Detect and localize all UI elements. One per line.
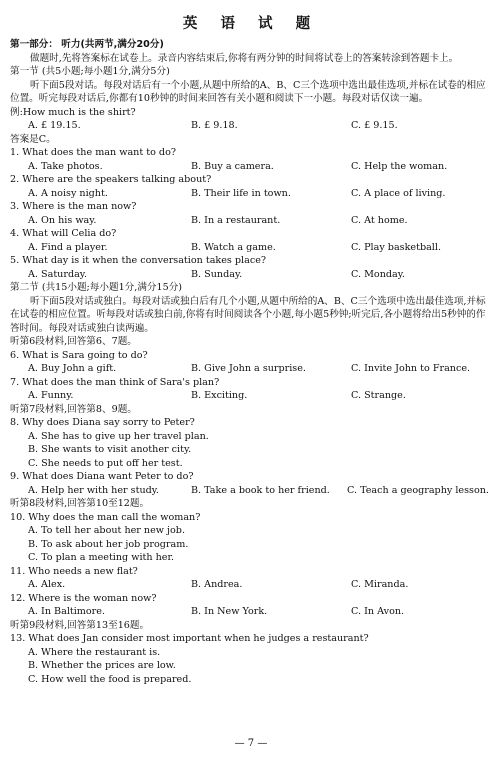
section1-heading: 第一节 (共5小题;每小题1分,满分5分) (10, 66, 170, 77)
page-number: — 7 — (234, 738, 268, 749)
option-a: A. Help her with her study. (28, 484, 159, 496)
question-text: 2. Where are the speakers talking about? (10, 174, 212, 185)
option-c: C. Miranda. (351, 579, 409, 590)
page-title: 英 语 试 题 (182, 16, 320, 32)
option-c: C. Help the woman. (351, 160, 448, 172)
question-options (10, 214, 494, 228)
part1-intro: 做题时,先将答案标在试卷上。录音内容结束后,你将有两分钟的时间将试卷上的答案转涂到答题卡上。 (30, 52, 459, 64)
section1-instructions: 听下面5段对话。每段对话后有一个小题,从题中所给的A、B、C三个选项中选出最佳选项,并标在试卷的相应位置。听完每段对话后,你都有10秒钟的时间来回答有关小题和阅读下一小题。每段对话仅读一遍。 (10, 79, 486, 104)
question-options (10, 187, 494, 201)
option-c: C. She needs to put off her test. (28, 457, 183, 469)
option-c: C. Invite John to France. (351, 363, 471, 374)
question-options (10, 241, 494, 255)
option-a: A. To tell her about her new job. (28, 525, 185, 536)
example-answer: 答案是C。 (10, 133, 56, 145)
question-options (10, 578, 494, 592)
option-b: B. Sunday. (191, 268, 243, 280)
option-c: C. How well the food is prepared. (28, 673, 192, 685)
option-b: B. Buy a camera. (191, 160, 274, 172)
material-intro: 听第7段材料,回答第8、9题。 (10, 403, 137, 415)
question-text: 11. Who needs a new flat? (10, 565, 138, 577)
option-c: C. Teach a geography lesson. (347, 484, 489, 496)
question-text: 8. Why does Diana say sorry to Peter? (10, 417, 195, 428)
option-b: B. She wants to visit another city. (28, 444, 192, 455)
option-a: A. £ 19.15. (28, 120, 81, 131)
question-text: 9. What does Diana want Peter to do? (10, 471, 194, 482)
option-a: A. Buy John a gift. (28, 363, 117, 374)
question-options (10, 362, 494, 376)
option-c: C. £ 9.15. (351, 120, 398, 131)
option-b: B. Exciting. (191, 390, 248, 401)
question-options (10, 389, 494, 403)
option-c: C. Monday. (351, 268, 405, 280)
option-b: B. Whether the prices are low. (28, 660, 176, 671)
question-text: 10. Why does the man call the woman? (10, 511, 201, 523)
section2-instructions: 听下面5段对话或独白。每段对话或独白后有几个小题,从题中所给的A、B、C三个选项中选出最佳选项,并标在试卷的相应位置。听每段对话或独白前,你将有时间阅读各个小题,每小题5秒钟;听完后,各小题将给出5秒钟的作答时间。每段对话或独白读两遍。 (10, 295, 486, 334)
exam-body (10, 38, 494, 686)
option-a: A. On his way. (28, 214, 97, 226)
option-b: B. To ask about her job program. (28, 538, 189, 550)
question-text: 3. Where is the man now? (10, 201, 137, 212)
example-question: 例:How much is the shirt? (10, 106, 136, 118)
option-b: B. In New York. (191, 606, 268, 617)
option-c: C. In Avon. (351, 606, 405, 617)
question-text: 6. What is Sara going to do? (10, 349, 148, 361)
section2-heading: 第二节 (共15小题;每小题1分,满分15分) (10, 282, 183, 293)
question-text: 12. Where is the woman now? (10, 592, 157, 604)
option-c: C. Strange. (351, 390, 406, 401)
option-c: C. Play basketball. (351, 241, 441, 253)
option-b: B. Give John a surprise. (191, 363, 306, 374)
option-c: C. A place of living. (351, 187, 446, 199)
option-a: A. Funny. (28, 390, 74, 401)
question-text: 13. What does Jan consider most important when he judges a restaurant? (10, 633, 369, 644)
option-b: B. £ 9.18. (191, 120, 238, 131)
option-a: A. She has to give up her travel plan. (28, 430, 209, 442)
option-a: A. In Baltimore. (28, 606, 105, 617)
option-b: B. Watch a game. (191, 241, 276, 253)
question-text: 7. What does the man think of Sara's plan? (10, 376, 220, 388)
option-a: A. Take photos. (28, 160, 103, 172)
question-text: 5. What day is it when the conversation takes place? (10, 255, 267, 266)
material-intro: 听第9段材料,回答第13至16题。 (10, 619, 150, 631)
option-a: A. A noisy night. (28, 187, 108, 199)
option-c: C. To plan a meeting with her. (28, 552, 175, 563)
material-intro: 听第6段材料,回答第6、7题。 (10, 336, 137, 347)
option-a: A. Find a player. (28, 241, 108, 253)
part1-heading: 第一部分： 听力(共两节,满分20分) (10, 39, 164, 50)
option-b: B. In a restaurant. (191, 214, 281, 226)
option-b: B. Andrea. (191, 579, 243, 590)
option-a: A. Alex. (28, 579, 66, 590)
option-a: A. Saturday. (28, 268, 87, 280)
question-text: 1. What does the man want to do? (10, 147, 176, 158)
question-text: 4. What will Celia do? (10, 228, 117, 239)
option-a: A. Where the restaurant is. (28, 646, 161, 658)
material-intro: 听第8段材料,回答第10至12题。 (10, 498, 150, 509)
option-b: B. Take a book to her friend. (191, 484, 330, 496)
option-c: C. At home. (351, 214, 408, 226)
example-options (10, 119, 494, 133)
question-options (10, 268, 494, 282)
question-options (10, 484, 494, 498)
question-options (10, 160, 494, 174)
option-b: B. Their life in town. (191, 187, 291, 199)
question-options (10, 605, 494, 619)
